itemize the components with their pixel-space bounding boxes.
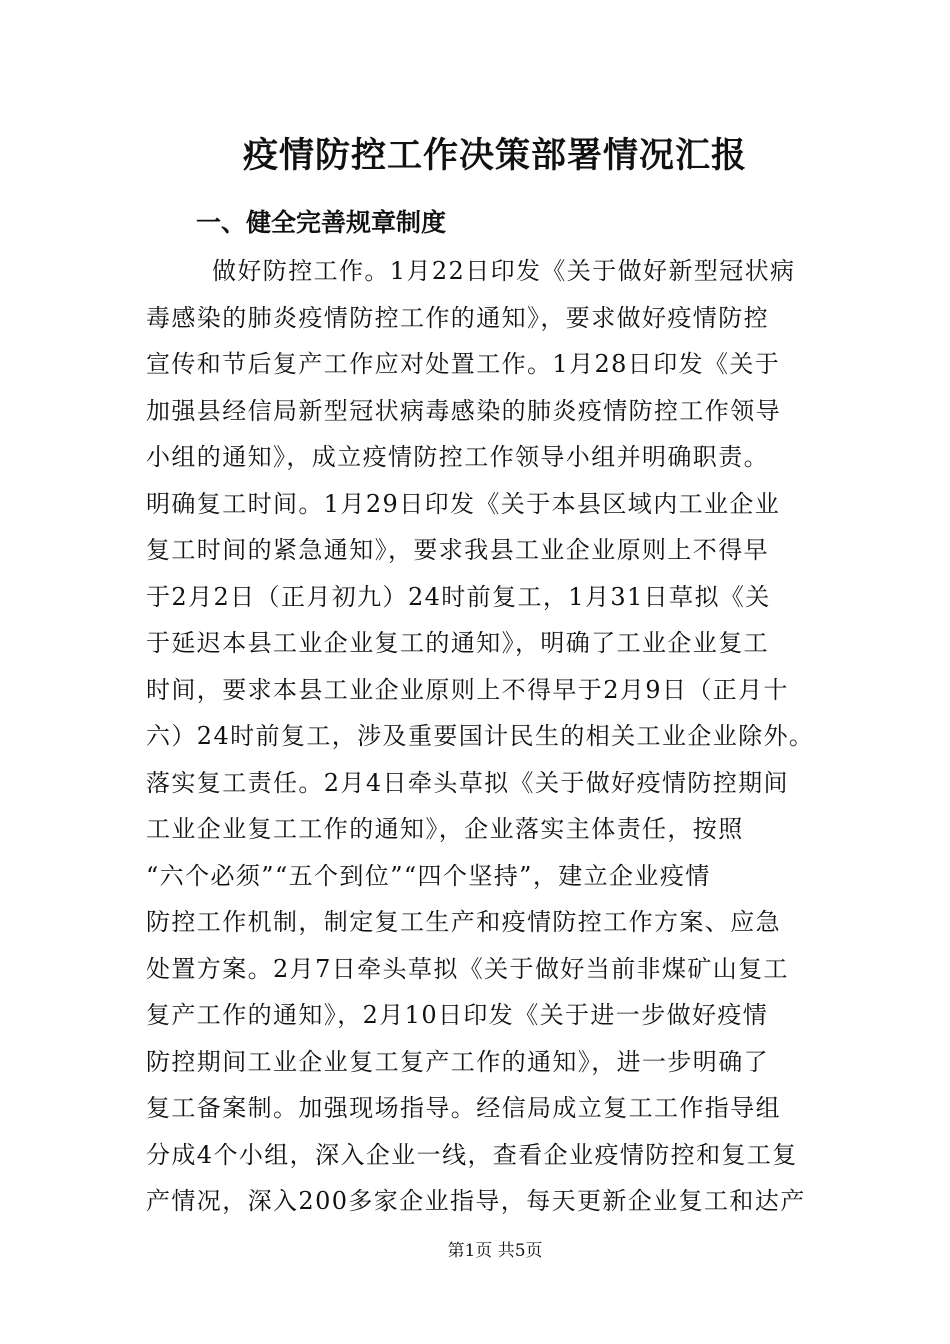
body-line: 明确复工时间。1月29日印发《关于本县区域内工业企业: [146, 489, 781, 518]
body-line: 加强县经信局新型冠状病毒感染的肺炎疫情防控工作领导: [146, 396, 781, 425]
body-line: 防控工作机制，制定复工生产和疫情防控工作方案、应急: [146, 908, 781, 936]
body-line: 落实复工责任。2月4日牵头草拟《关于做好疫情防控期间: [146, 768, 789, 797]
body-line: 毒感染的肺炎疫情防控工作的通知》，要求做好疫情防控: [146, 303, 769, 332]
body-line: 分成4个小组，深入企业一线，查看企业疫情防控和复工复: [146, 1140, 798, 1169]
body-line: 防控期间工业企业复工复产工作的通知》，进一步明确了: [146, 1047, 769, 1076]
body-text: [146, 248, 846, 1225]
body-line: 宣传和节后复产工作应对处置工作。1月28日印发《关于: [146, 350, 781, 378]
body-line: 于2月2日（正月初九）24时前复工，1月31日草拟《关: [146, 582, 771, 611]
body-line: 处置方案。2月7日牵头草拟《关于做好当前非煤矿山复工: [146, 954, 789, 983]
body-line: 时间，要求本县工业企业原则上不得早于2月9日（正月十: [146, 675, 789, 704]
body-line: 工业企业复工工作的通知》，企业落实主体责任，按照: [146, 815, 744, 843]
body-line: 复产工作的通知》，2月10日印发《关于进一步做好疫情: [146, 1001, 769, 1029]
body-line: 产情况，深入200多家企业指导，每天更新企业复工和达产: [146, 1187, 806, 1215]
body-line: 复工备案制。加强现场指导。经信局成立复工工作指导组: [146, 1094, 781, 1122]
body-line: “六个必须”“五个到位”“四个坚持”，建立企业疫情: [146, 861, 711, 890]
body-line: 小组的通知》，成立疫情防控工作领导小组并明确职责。: [146, 443, 769, 471]
body-line: 六）24时前复工，涉及重要国计民生的相关工业企业除外。: [146, 722, 815, 750]
page-footer: 第1页 共5页: [447, 1241, 543, 1261]
body-line: 复工时间的紧急通知》，要求我县工业企业原则上不得早: [146, 536, 769, 564]
body-line: 于延迟本县工业企业复工的通知》，明确了工业企业复工: [146, 629, 769, 657]
body-line: 做好防控工作。1月22日印发《关于做好新型冠状病: [212, 257, 796, 285]
section-heading: 一、健全完善规章制度: [196, 208, 447, 237]
document-title: 疫情防控工作决策部署情况汇报: [242, 135, 747, 176]
